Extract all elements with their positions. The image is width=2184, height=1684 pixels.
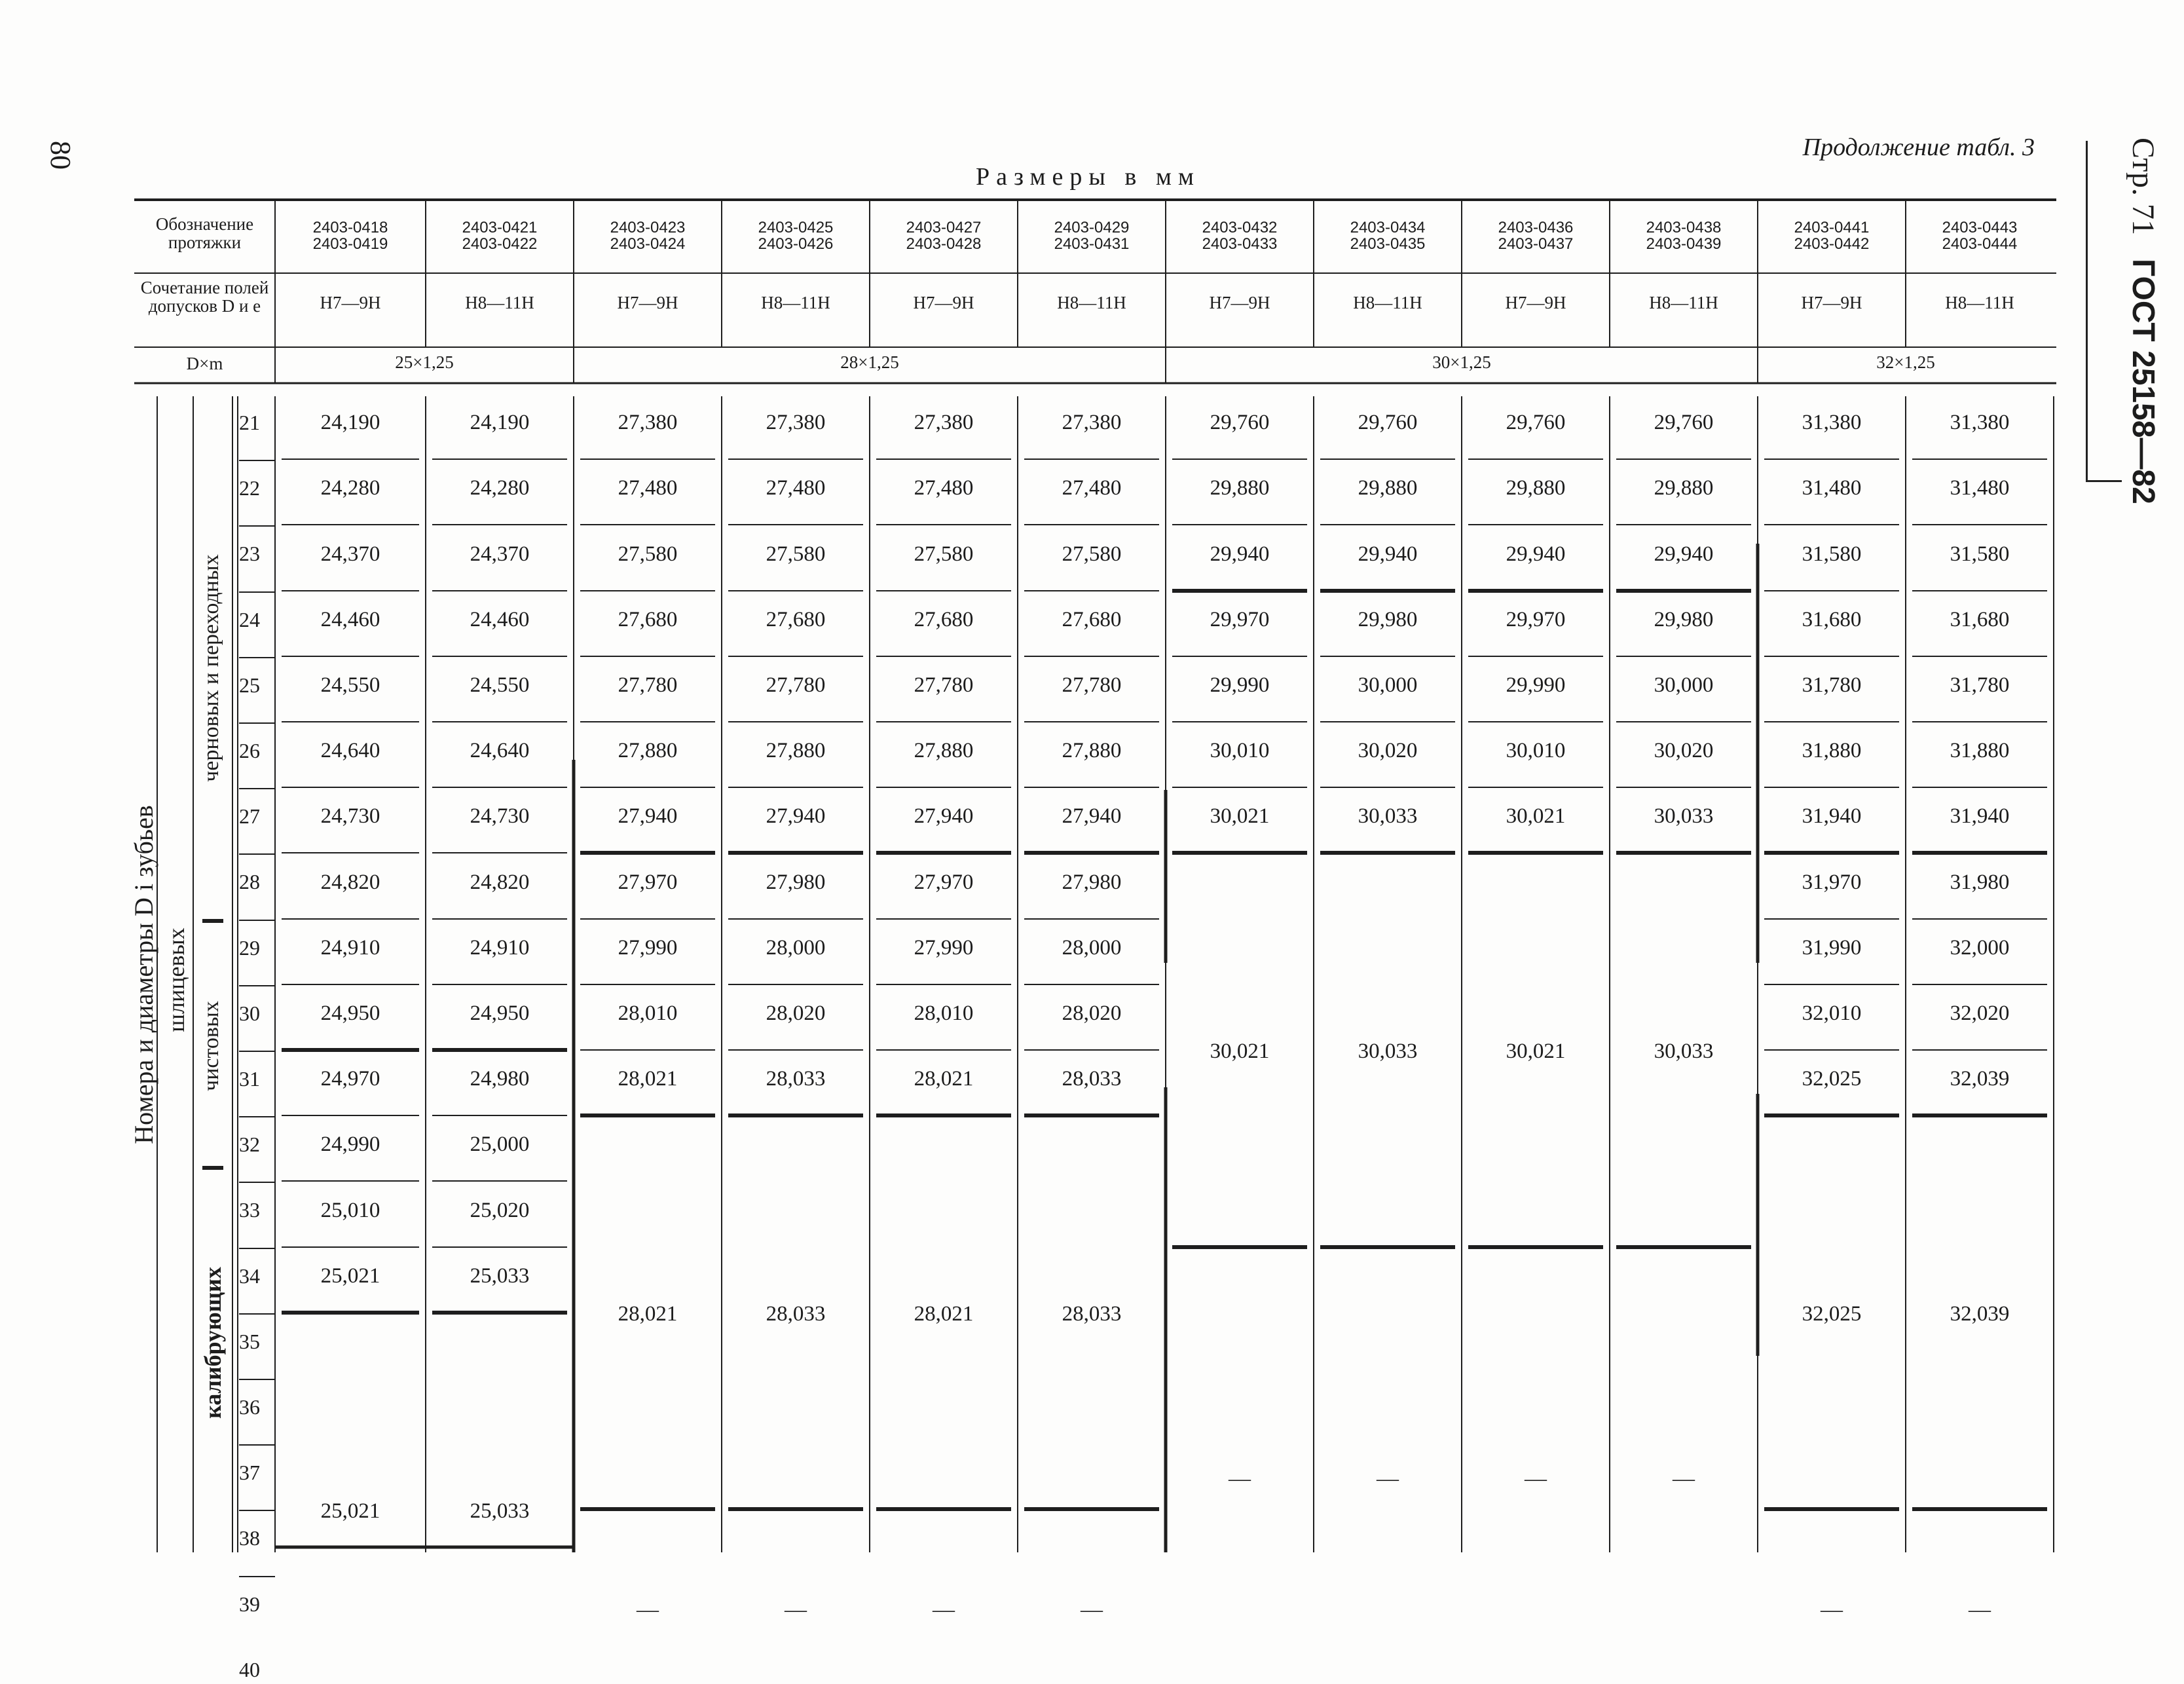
diameter-value: 29,880 [1210, 476, 1270, 500]
designation-code: 2403-0441 [1794, 219, 1870, 236]
diameter-value: 30,021 [1506, 804, 1566, 828]
diameter-value: 32,000 [1950, 936, 2010, 960]
diameter-value: 27,580 [766, 542, 826, 566]
diameter-value: 30,000 [1654, 673, 1714, 697]
diameter-value: 31,380 [1802, 411, 1862, 434]
tooth-number: 25 [239, 673, 260, 697]
tooth-number: 24 [239, 608, 260, 631]
designation-code: 2403-0418 [312, 219, 388, 236]
diameter-value: 32,025 [1802, 1301, 1862, 1326]
diameter-value: 25,033 [470, 1499, 530, 1523]
designation-code: 2403-0436 [1498, 219, 1574, 236]
diameter-value: 29,880 [1358, 476, 1418, 500]
designation-code: 2403-0425 [758, 219, 834, 236]
diameter-value: 27,780 [766, 673, 826, 697]
designation-code: 2403-0434 [1350, 219, 1426, 236]
diameter-value: 28,000 [1062, 936, 1122, 960]
diameter-value: 24,730 [470, 804, 530, 828]
tooth-number: 40 [239, 1658, 260, 1681]
diameter-value: 29,990 [1210, 673, 1270, 697]
designation-code: 2403-0433 [1202, 235, 1278, 253]
diameter-value: 28,033 [1062, 1067, 1122, 1091]
diameter-value: 29,940 [1210, 542, 1270, 566]
tolerance-fit: H8—11H [1649, 293, 1718, 312]
tooth-number: 37 [239, 1461, 260, 1484]
diameter-value: 28,021 [914, 1067, 974, 1091]
diameter-value: 27,980 [766, 870, 826, 894]
diameter-value: 29,880 [1506, 476, 1566, 500]
tooth-number: 33 [239, 1198, 260, 1222]
diameter-value: 27,580 [1062, 542, 1122, 566]
empty-cell-dash: — [1377, 1466, 1399, 1491]
diameter-value: 25,000 [470, 1132, 530, 1156]
diameter-value: 28,021 [618, 1067, 678, 1091]
designation-code: 2403-0437 [1498, 235, 1574, 253]
tolerance-fit: H8—11H [1353, 293, 1422, 312]
diameter-value: 25,020 [470, 1198, 530, 1222]
diameter-value: 31,680 [1802, 608, 1862, 631]
empty-cell-dash: — [933, 1597, 955, 1622]
diameter-value: 27,680 [618, 608, 678, 631]
designation-code: 2403-0431 [1054, 235, 1130, 253]
diameter-value: 27,380 [766, 411, 826, 434]
broach-designation [574, 219, 722, 252]
designation-code: 2403-0426 [758, 235, 834, 253]
tolerance-fit: H7—9H [913, 293, 974, 312]
diameter-value: 24,190 [470, 411, 530, 434]
diameter-value: 29,980 [1654, 608, 1714, 631]
empty-cell-dash: — [1821, 1597, 1843, 1622]
tooth-number: 30 [239, 1001, 260, 1025]
diameter-value: 24,460 [470, 608, 530, 631]
broach-designation [1906, 219, 2054, 252]
designation-code: 2403-0432 [1202, 219, 1278, 236]
diameter-value: 30,033 [1654, 804, 1714, 828]
diameter-value: 27,680 [1062, 608, 1122, 631]
diameter-value: 27,580 [914, 542, 974, 566]
diameter-value: 24,640 [320, 739, 380, 762]
diameter-value: 31,980 [1950, 870, 2010, 894]
diameter-value: 31,940 [1950, 804, 2010, 828]
empty-cell-dash: — [1229, 1466, 1251, 1491]
diameter-value: 31,480 [1950, 476, 2010, 500]
diameter-value: 24,820 [470, 870, 530, 894]
diameter-value: 27,940 [766, 804, 826, 828]
diameter-value: 27,940 [914, 804, 974, 828]
empty-cell-dash: — [637, 1597, 659, 1622]
broach-designation [275, 219, 426, 252]
tooth-number: 28 [239, 870, 260, 893]
diameter-value: 27,780 [618, 673, 678, 697]
empty-cell-dash: — [1969, 1597, 1991, 1622]
broach-designation [1314, 219, 1462, 252]
empty-cell-dash: — [1081, 1597, 1103, 1622]
diameter-value: 24,640 [470, 739, 530, 762]
diameter-value: 27,880 [914, 739, 974, 762]
diameter-value: 24,370 [320, 542, 380, 566]
empty-cell-dash: — [785, 1597, 807, 1622]
diameter-value: 31,970 [1802, 870, 1862, 894]
tooth-number: 39 [239, 1592, 260, 1616]
calibrating-teeth-label: калибрующих [200, 1267, 226, 1419]
diameter-value: 28,021 [914, 1301, 974, 1326]
designation-code: 2403-0442 [1794, 235, 1870, 253]
diameter-value: 27,880 [618, 739, 678, 762]
tolerance-fit: H7—9H [1801, 293, 1862, 312]
designation-code: 2403-0439 [1646, 235, 1722, 253]
diameter-value: 27,780 [914, 673, 974, 697]
diameter-value: 28,020 [766, 1001, 826, 1025]
tolerance-fit: H8—11H [465, 293, 534, 312]
diameter-value: 31,780 [1950, 673, 2010, 697]
dxm-group: 32×1,25 [1876, 352, 1935, 372]
diameter-value: 28,021 [618, 1301, 678, 1326]
diameter-value: 27,680 [766, 608, 826, 631]
diameter-value: 24,280 [320, 476, 380, 500]
diameter-value: 24,550 [470, 673, 530, 697]
diameter-value: 24,280 [470, 476, 530, 500]
diameter-value: 31,580 [1950, 542, 2010, 566]
diameter-value: 27,480 [1062, 476, 1122, 500]
diameter-value: 24,950 [470, 1001, 530, 1025]
tooth-number: 26 [239, 739, 260, 762]
diameter-value: 27,480 [618, 476, 678, 500]
diameter-value: 25,021 [320, 1264, 380, 1288]
designation-label: Обозначение протяжки [155, 214, 254, 252]
diameter-value: 29,970 [1210, 608, 1270, 631]
rough-teeth-label: черновых и переходных [199, 554, 223, 782]
diameter-value: 31,940 [1802, 804, 1862, 828]
tooth-number: 32 [239, 1132, 260, 1156]
empty-cell-dash: — [1525, 1466, 1547, 1491]
diameter-value: 24,370 [470, 542, 530, 566]
empty-cell-dash: — [1673, 1466, 1695, 1491]
diameter-value: 28,033 [766, 1301, 826, 1326]
dxm-group: 30×1,25 [1432, 352, 1491, 372]
tooth-number: 29 [239, 936, 260, 960]
diameter-value: 31,780 [1802, 673, 1862, 697]
diameter-value: 32,039 [1950, 1067, 2010, 1091]
diameter-value: 32,020 [1950, 1001, 2010, 1025]
diameter-value: 29,940 [1654, 542, 1714, 566]
diameter-value: 27,480 [914, 476, 974, 500]
diameter-value: 27,680 [914, 608, 974, 631]
diameter-value: 25,010 [320, 1198, 380, 1222]
table-continuation-caption: Продолжение табл. 3 [1802, 134, 2035, 161]
designation-code: 2403-0422 [462, 235, 538, 253]
splined-label: шлицевых [163, 927, 189, 1032]
diameter-value: 25,021 [320, 1499, 380, 1523]
diameter-value: 27,380 [618, 411, 678, 434]
diameter-value: 27,990 [914, 936, 974, 960]
diameter-value: 24,820 [320, 870, 380, 894]
diameter-value: 27,380 [914, 411, 974, 434]
tolerance-fit: H8—11H [1057, 293, 1126, 312]
diameter-value: 29,940 [1506, 542, 1566, 566]
diameter-value: 24,950 [320, 1001, 380, 1025]
diameter-value: 24,990 [320, 1132, 380, 1156]
tooth-number: 27 [239, 804, 260, 828]
tolerance-fit: H7—9H [320, 293, 381, 312]
diameter-value: 24,550 [320, 673, 380, 697]
diameter-value: 29,970 [1506, 608, 1566, 631]
designation-code: 2403-0443 [1942, 219, 2018, 236]
diameter-value: 27,880 [766, 739, 826, 762]
tooth-number: 35 [239, 1330, 260, 1353]
diameter-value: 31,880 [1802, 739, 1862, 762]
diameter-value: 32,025 [1802, 1067, 1862, 1091]
diameter-value: 24,980 [470, 1067, 530, 1091]
diameter-value: 31,880 [1950, 739, 2010, 762]
diameter-value: 27,970 [914, 870, 974, 894]
tolerance-fit: H8—11H [761, 293, 830, 312]
designation-code: 2403-0435 [1350, 235, 1426, 253]
tooth-number: 31 [239, 1067, 260, 1091]
tooth-number: 22 [239, 476, 260, 500]
diameter-value: 29,980 [1358, 608, 1418, 631]
diameter-value: 28,000 [766, 936, 826, 960]
designation-code: 2403-0424 [610, 235, 686, 253]
diameter-value: 24,910 [470, 936, 530, 960]
diameter-value: 31,990 [1802, 936, 1862, 960]
diameter-value: 24,460 [320, 608, 380, 631]
tooth-number: 23 [239, 542, 260, 565]
page-number: 80 [45, 141, 77, 170]
diameter-value: 28,010 [618, 1001, 678, 1025]
tolerance-fit: H8—11H [1945, 293, 2014, 312]
broach-designation [1462, 219, 1610, 252]
diameter-value: 29,760 [1506, 411, 1566, 434]
finish-teeth-label: чистовых [199, 1001, 223, 1091]
tolerance-fit: H7—9H [617, 293, 678, 312]
diameter-value: 27,980 [1062, 870, 1122, 894]
diameter-value: 30,020 [1654, 739, 1714, 762]
tooth-number: 36 [239, 1395, 260, 1419]
diameter-value: 30,010 [1506, 739, 1566, 762]
tooth-number: 38 [239, 1526, 260, 1550]
tooth-number: 34 [239, 1264, 260, 1288]
broach-designation [426, 219, 574, 252]
diameter-value: 30,033 [1358, 1039, 1418, 1063]
diameter-value: 31,480 [1802, 476, 1862, 500]
designation-code: 2403-0428 [906, 235, 982, 253]
units-text: Размеры в мм [976, 163, 1200, 191]
diameter-value: 32,010 [1802, 1001, 1862, 1025]
diameter-value: 30,021 [1210, 804, 1270, 828]
diameter-value: 29,940 [1358, 542, 1418, 566]
designation-code: 2403-0423 [610, 219, 686, 236]
dxm-group: 25×1,25 [395, 352, 454, 372]
tolerance-fit: H7—9H [1505, 293, 1566, 312]
diameter-value: 30,020 [1358, 739, 1418, 762]
diameter-value: 29,880 [1654, 476, 1714, 500]
diameter-value: 24,910 [320, 936, 380, 960]
diameter-value: 27,380 [1062, 411, 1122, 434]
diameter-value: 28,020 [1062, 1001, 1122, 1025]
diameter-value: 27,780 [1062, 673, 1122, 697]
designation-code: 2403-0427 [906, 219, 982, 236]
diameter-value: 29,990 [1506, 673, 1566, 697]
diameter-value: 25,033 [470, 1264, 530, 1288]
tolerance-label: Сочетание полей допусков D и e [140, 278, 269, 316]
diameter-value: 24,730 [320, 804, 380, 828]
diameter-value: 28,033 [1062, 1301, 1122, 1326]
designation-code: 2403-0438 [1646, 219, 1722, 236]
diameter-value: 27,940 [1062, 804, 1122, 828]
diameter-value: 29,760 [1210, 411, 1270, 434]
diameter-value: 29,760 [1654, 411, 1714, 434]
diameter-value: 32,039 [1950, 1301, 2010, 1326]
dxm-label: D×m [186, 354, 223, 373]
diameter-value: 24,970 [320, 1067, 380, 1091]
designation-code: 2403-0429 [1054, 219, 1130, 236]
side-page-number: Стр. 71 [2126, 138, 2160, 235]
designation-code: 2403-0419 [312, 235, 388, 253]
diameter-value: 29,760 [1358, 411, 1418, 434]
dxm-group: 28×1,25 [840, 352, 899, 372]
broach-designation [1610, 219, 1758, 252]
diameter-value: 27,970 [618, 870, 678, 894]
broach-designation [870, 219, 1018, 252]
diameter-value: 28,010 [914, 1001, 974, 1025]
diameter-value: 27,880 [1062, 739, 1122, 762]
diameter-value: 31,680 [1950, 608, 2010, 631]
designation-code: 2403-0444 [1942, 235, 2018, 253]
diameter-value: 30,021 [1506, 1039, 1566, 1063]
diameter-value: 27,480 [766, 476, 826, 500]
diameter-value: 31,580 [1802, 542, 1862, 566]
diameter-value: 27,580 [618, 542, 678, 566]
broach-designation [1166, 219, 1314, 252]
designation-code: 2403-0421 [462, 219, 538, 236]
broach-designation [722, 219, 870, 252]
diameter-value: 30,000 [1358, 673, 1418, 697]
tooth-number: 21 [239, 411, 260, 434]
diameter-value: 28,033 [766, 1067, 826, 1091]
diameter-value: 27,990 [618, 936, 678, 960]
diameter-value: 27,940 [618, 804, 678, 828]
broach-designation [1758, 219, 1906, 252]
tolerance-fit: H7—9H [1209, 293, 1270, 312]
diameter-value: 31,380 [1950, 411, 2010, 434]
diameter-value: 24,190 [320, 411, 380, 434]
teeth-diameters-label: Номера и диаметры D i зубьев [129, 805, 158, 1144]
gost-number: ГОСТ 25158—82 [2126, 258, 2160, 504]
diameter-value: 30,021 [1210, 1039, 1270, 1063]
diameter-value: 30,033 [1654, 1039, 1714, 1063]
diameter-value: 30,033 [1358, 804, 1418, 828]
diameter-value: 30,010 [1210, 739, 1270, 762]
broach-designation [1018, 219, 1166, 252]
